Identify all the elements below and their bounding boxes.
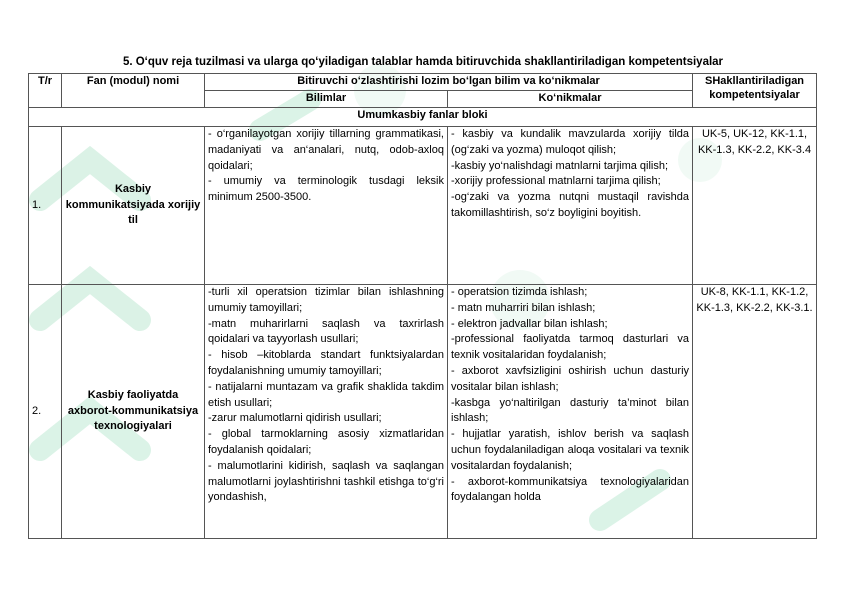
table-row	[29, 285, 817, 539]
row-knowledge	[205, 127, 448, 285]
curriculum-table	[28, 73, 817, 539]
cell-line: - kasbiy va kundalik mavzularda xorijiy tilda (og‘zaki va yozma) muloqot qilish;	[451, 128, 690, 156]
page-title: 5. O‘quv reja tuzilmasi va ularga qo‘yiladigan talablar hamda bitiruvchida shakllantiriladigan kompetentsiyalar	[122, 56, 724, 68]
header-competencies: SHakllantiriladigan kompetentsiyalar	[693, 74, 817, 108]
cell-line: - hujjatlar yaratish, ishlov berish va saqlash uchun foydalaniladigan aloqa vositalari va texnik vositalardan foydalanish;	[451, 428, 690, 472]
cell-line: -og‘zaki va yozma nutqni mustaqil ravishda takomillashtirish, so‘z boyligini boyitish.	[451, 191, 690, 219]
cell-line: -kasbga yo‘naltirilgan dasturiy ta’minot bilan ishlash;	[451, 396, 690, 425]
header-knowledge: Bilimlar	[205, 91, 448, 108]
table-row	[29, 127, 817, 285]
header-knowledge-group: Bitiruvchi o‘zlashtirishi lozim bo‘lgan bilim va ko‘nikmalar	[205, 74, 693, 91]
row-number: 2.	[29, 285, 62, 539]
cell-line: - umumiy va terminologik tusdagi leksik minimum 2500-3500.	[208, 175, 444, 204]
cell-line: -zarur malumotlarni qidirish usullari;	[208, 412, 382, 425]
cell-line: - hisob –kitoblarda standart funktsiyalardan foydalanishning umumiy tamoyillari;	[208, 349, 444, 377]
cell-line: -kasbiy yo‘nalishdagi matnlarni tarjima qilish;	[451, 159, 669, 172]
header-num: T/r	[29, 74, 62, 108]
header-subject: Fan (modul) nomi	[62, 74, 205, 108]
cell-line: - operatsion tizimda ishlash;	[451, 286, 588, 298]
header-skills: Ko‘nikmalar	[448, 91, 693, 108]
row-skills	[448, 127, 693, 285]
block-row	[29, 108, 817, 127]
row-skills	[448, 285, 693, 539]
row-subject: Kasbiy kommunikatsiyada xorijiy til	[62, 127, 205, 285]
cell-line: - matn muharriri bilan ishlash;	[451, 301, 596, 314]
cell-line: - natijalarni muntazam va grafik shaklida takdim etish usullari;	[208, 380, 444, 409]
row-competencies: UK-5, UK-12, KK-1.1, KK-1.3, KK-2.2, KK-3.4	[693, 127, 817, 285]
row-knowledge	[205, 285, 448, 539]
cell-line: -matn muharirlarni saqlash va taxrirlash qoidalari va tayyorlash usullari;	[208, 317, 444, 346]
cell-line: - elektron jadvallar bilan ishlash;	[451, 317, 608, 330]
block-title: Umumkasbiy fanlar bloki	[29, 108, 817, 127]
row-number: 1.	[29, 127, 62, 285]
cell-line: -turli xil operatsion tizimlar bilan ishlashning umumiy tamoyillari;	[208, 286, 444, 314]
cell-line: - global tarmoklarning asosiy xizmatlaridan foydalanish qoidalari;	[208, 428, 444, 456]
row-subject: Kasbiy faoliyatda axborot-kommunikatsiya texnologiyalari	[62, 285, 205, 539]
cell-line: - axborot xavfsizligini oshirish uchun dasturiy vositalar bilan ishlash;	[451, 364, 690, 393]
cell-line: - axborot-kommunikatsiya texnologiyalaridan foydalangan holda	[451, 475, 690, 504]
cell-line: - o‘rganilayotgan xorijiy tillarning grammatikasi, madaniyati va an‘analari, nutq, odob-axloq qoidalari;	[208, 128, 444, 172]
header-row-1	[29, 74, 817, 91]
row-competencies: UK-8, KK-1.1, KK-1.2, KK-1.3, KK-2.2, KK-3.1.	[693, 285, 817, 539]
cell-line: - malumotlarini kidirish, saqlash va saqlangan malumotlarni joylashtirishni tashkil etishga to‘g‘ri yondashish,	[208, 459, 444, 504]
cell-line: -xorijiy professional matnlarni tarjima qilish;	[451, 175, 661, 188]
cell-line: -professional faoliyatda tarmoq dasturlari va texnik vositalaridan foydalanish;	[451, 333, 690, 362]
